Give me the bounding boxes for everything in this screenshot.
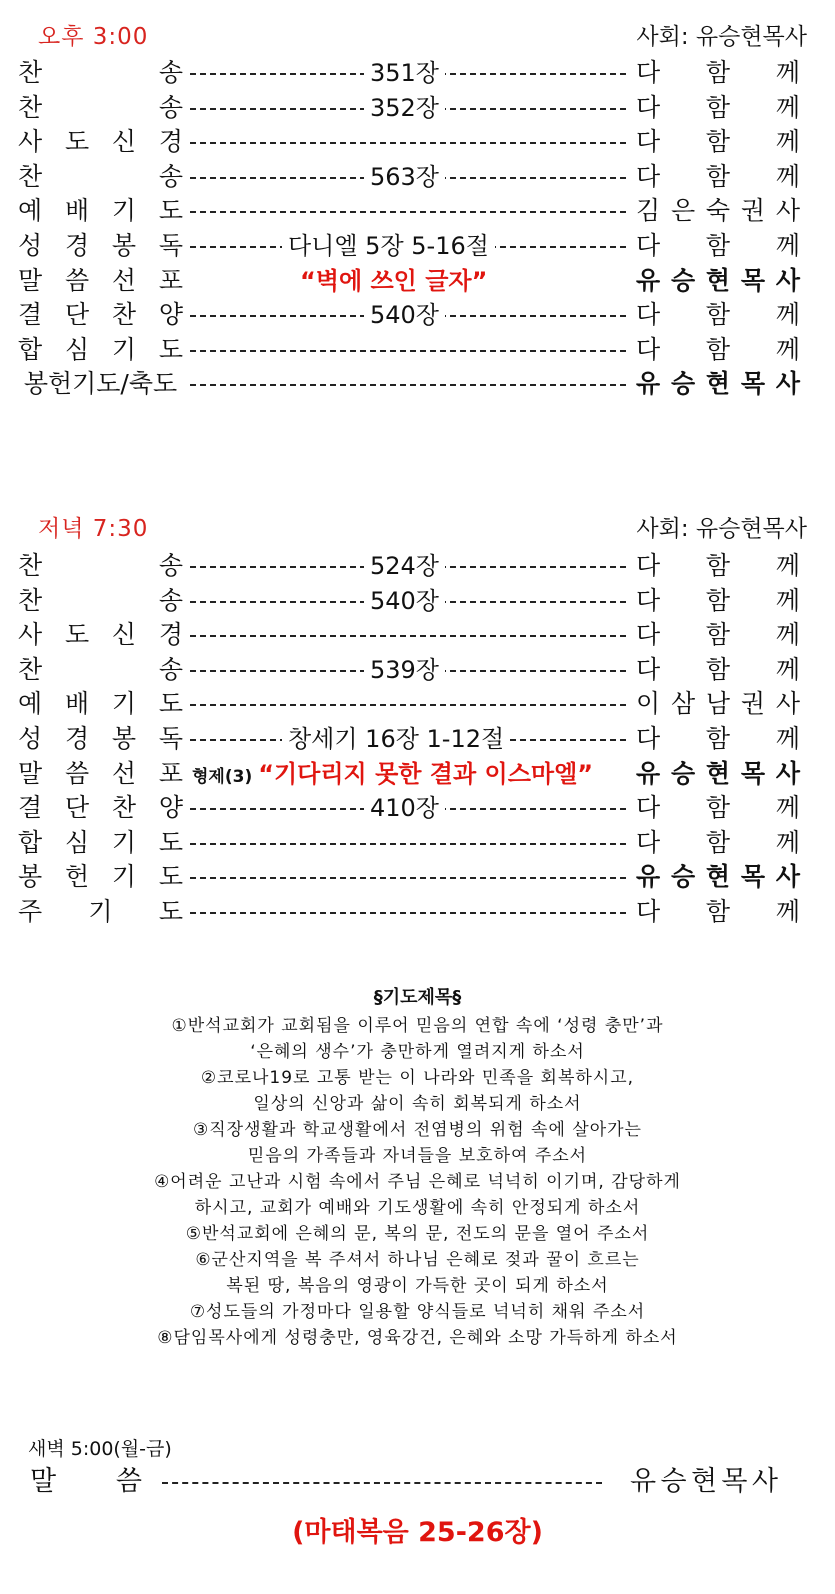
dawn-label-char: 씀 (115, 1466, 142, 1497)
order-response-char: 께 (775, 551, 800, 580)
order-response-char: 다 (636, 334, 661, 364)
order-response (636, 618, 800, 652)
order-response-char: 다 (636, 897, 661, 926)
order-label-char: 송 (158, 58, 183, 87)
dawn-label (30, 1462, 142, 1502)
order-row (0, 367, 835, 401)
order-row (0, 91, 835, 125)
order-label-char: 헌 (64, 862, 90, 892)
prayer-line: ⑦성도들의 가정마다 일용할 양식들로 넉넉히 채워 주소서 (189, 1302, 646, 1322)
prayer-line: 일상의 신앙과 삶이 속히 회복되게 하소서 (253, 1094, 582, 1114)
order-label (18, 757, 183, 791)
order-label-char: 찬 (18, 161, 43, 191)
order-label (18, 618, 183, 652)
order-label-char: 성 (18, 231, 43, 260)
order-response (636, 757, 800, 791)
order-label-char: 봉헌기도/축도 (23, 369, 178, 399)
order-label-char: 결 (18, 300, 43, 330)
order-response-char: 현 (705, 369, 731, 399)
order-label (18, 895, 183, 929)
order-response-char: 사 (775, 689, 800, 719)
order-response-char: 김 (636, 196, 661, 226)
order-response-char: 은 (670, 196, 696, 226)
order-row (0, 125, 835, 159)
order-label-char: 기 (111, 827, 137, 857)
order-label-char: 경 (64, 724, 90, 753)
order-response (636, 367, 800, 401)
sermon-prefix: 형제(3) (192, 766, 253, 787)
order-response-char: 함 (705, 334, 731, 364)
order-response-char: 권 (740, 196, 766, 226)
order-label-char: 성 (18, 724, 43, 753)
order-response-char: 께 (775, 58, 800, 87)
dawn-scripture: (마태복음 25-26장) (292, 1517, 543, 1548)
order-response-char: 사 (775, 196, 800, 226)
order-response-char: 함 (705, 58, 731, 87)
order-label-char: 신 (111, 127, 137, 157)
order-label-char: 송 (158, 92, 183, 122)
order-detail: 540장 (364, 584, 445, 618)
dash-line (190, 211, 626, 213)
order-label-char: 찬 (18, 92, 43, 122)
dash-line (190, 912, 626, 914)
order-response-char: 께 (775, 724, 800, 753)
order-label (18, 367, 183, 401)
order-response (636, 791, 800, 825)
order-row (0, 757, 835, 791)
dash-line (190, 384, 626, 386)
order-label-char: 경 (158, 620, 183, 650)
order-response-char: 삼 (670, 689, 696, 719)
order-detail: 540장 (364, 298, 445, 332)
order-row (0, 895, 835, 929)
dawn-label-char: 말 (30, 1466, 57, 1497)
order-response-char: 사 (775, 369, 800, 399)
order-response-char: 께 (775, 585, 800, 615)
dash-line (190, 635, 626, 637)
order-response (636, 125, 800, 159)
order-label (18, 160, 183, 194)
order-response-char: 께 (775, 161, 800, 191)
order-response-char: 다 (636, 161, 661, 191)
order-label-char: 결 (18, 793, 43, 823)
order-response-char: 함 (705, 231, 731, 260)
prayer-line: ‘은혜의 생수’가 충만하게 열려지게 하소서 (250, 1042, 585, 1062)
sermon-title (300, 264, 487, 298)
order-row (0, 56, 835, 90)
order-response-char: 다 (636, 58, 661, 87)
order-response-char: 다 (636, 793, 661, 823)
order-response-char: 께 (775, 92, 800, 122)
dawn-response (630, 1462, 778, 1502)
order-label-char: 포 (158, 265, 183, 295)
order-response-char: 께 (775, 231, 800, 260)
order-response (636, 91, 800, 125)
order-label-char: 찬 (111, 300, 137, 330)
order-label (18, 584, 183, 618)
order-response-char: 께 (775, 827, 800, 857)
order-response-char: 다 (636, 92, 661, 122)
order-label-char: 배 (64, 689, 90, 719)
dawn-dash-line (162, 1482, 602, 1484)
order-row (0, 584, 835, 618)
order-response-char: 함 (705, 827, 731, 857)
order-row (0, 298, 835, 332)
order-detail: 563장 (364, 160, 445, 194)
order-response-char: 권 (740, 689, 766, 719)
order-response (636, 826, 800, 860)
order-label-char: 송 (158, 654, 183, 684)
order-response-char: 숙 (705, 196, 731, 226)
order-response-char: 목 (740, 369, 766, 399)
order-label-char: 씀 (64, 758, 90, 788)
order-response-char: 현 (705, 862, 731, 892)
order-label-char: 선 (111, 758, 137, 788)
order-label (18, 229, 183, 263)
order-label-char: 예 (18, 196, 43, 226)
order-label (18, 687, 183, 721)
order-response-char: 사 (775, 265, 800, 295)
order-response-char: 함 (705, 92, 731, 122)
order-response-char: 께 (775, 300, 800, 330)
order-response-char: 다 (636, 300, 661, 330)
order-label-char: 합 (18, 334, 43, 364)
order-response (636, 722, 800, 756)
order-label-char: 경 (158, 127, 183, 157)
order-row (0, 826, 835, 860)
order-label-char: 봉 (111, 724, 137, 753)
dawn-response-char: 현 (690, 1466, 718, 1497)
prayer-line: 복된 땅, 복음의 영광이 가득한 곳이 되게 하소서 (226, 1276, 609, 1296)
order-label-char: 기 (88, 897, 113, 926)
order-label-char: 도 (158, 689, 183, 719)
order-label-char: 심 (64, 827, 90, 857)
order-response (636, 56, 800, 90)
order-response-char: 다 (636, 127, 661, 157)
evening-time: 저녁 7:30 (38, 516, 149, 542)
sermon-text: “벽에 쓰인 글자” (300, 266, 488, 295)
order-response-char: 사 (775, 862, 800, 892)
order-response-char: 께 (775, 654, 800, 684)
order-response-char: 사 (775, 758, 800, 788)
order-response-char: 다 (636, 585, 661, 615)
order-response-char: 다 (636, 231, 661, 260)
order-label (18, 549, 183, 583)
order-response-char: 현 (705, 265, 731, 295)
dawn-response-char: 승 (660, 1466, 687, 1497)
order-response (636, 895, 800, 929)
order-label-char: 도 (64, 620, 90, 650)
order-response-char: 유 (636, 862, 661, 892)
order-label-char: 찬 (18, 585, 43, 615)
order-response (636, 584, 800, 618)
prayer-line: ③직장생활과 학교생활에서 전염병의 위험 속에 살아가는 (193, 1120, 642, 1140)
order-response-char: 함 (705, 161, 731, 191)
order-response-char: 다 (636, 620, 661, 650)
order-label (18, 264, 183, 298)
dash-line (190, 704, 626, 706)
order-response-char: 함 (705, 127, 731, 157)
order-response-char: 함 (705, 551, 731, 580)
order-label (18, 860, 183, 894)
order-label-char: 경 (64, 231, 90, 260)
prayer-line: ⑤반석교회에 은혜의 문, 복의 문, 전도의 문을 열어 주소서 (185, 1224, 650, 1244)
order-label-char: 찬 (18, 551, 43, 580)
order-detail: 410장 (364, 791, 445, 825)
dawn-response-char: 목 (721, 1466, 748, 1497)
order-row (0, 860, 835, 894)
order-label-char: 양 (158, 300, 183, 330)
afternoon-time: 오후 3:00 (38, 24, 149, 50)
order-response (636, 687, 800, 721)
dash-line (190, 142, 626, 144)
order-label (18, 56, 183, 90)
order-label-char: 도 (158, 334, 183, 364)
order-label (18, 125, 183, 159)
order-label-char: 합 (18, 827, 43, 857)
order-response-char: 승 (670, 758, 696, 788)
order-response-char: 함 (705, 654, 731, 684)
order-label-char: 말 (18, 758, 43, 788)
prayer-line: ②코로나19로 고통 받는 이 나라와 민족을 회복하시고, (200, 1068, 635, 1088)
order-label-char: 씀 (64, 265, 90, 295)
order-label-char: 단 (64, 793, 90, 823)
order-row (0, 160, 835, 194)
order-label-char: 봉 (18, 862, 43, 892)
order-row (0, 618, 835, 652)
order-label-char: 말 (18, 265, 43, 295)
dawn-time: 새벽 5:00(월-금) (28, 1438, 172, 1460)
prayer-line: ⑧담임목사에게 성령충만, 영육강건, 은혜와 소망 가득하게 하소서 (157, 1328, 678, 1348)
prayer-title: §기도제목§ (373, 987, 462, 1008)
order-label-char: 양 (158, 793, 183, 823)
order-label-char: 도 (158, 827, 183, 857)
order-response-char: 목 (740, 862, 766, 892)
order-response (636, 653, 800, 687)
order-response-char: 승 (670, 862, 696, 892)
order-label-char: 예 (18, 689, 43, 719)
order-response-char: 승 (670, 369, 696, 399)
prayer-line: 하시고, 교회가 예배와 기도생활에 속히 안정되게 하소서 (194, 1198, 641, 1218)
order-response-char: 다 (636, 551, 661, 580)
order-label-char: 찬 (18, 58, 43, 87)
order-detail: 352장 (364, 91, 445, 125)
evening-host: 사회: 유승현목사 (636, 516, 807, 542)
order-response-char: 함 (705, 300, 731, 330)
order-label (18, 791, 183, 825)
order-response (636, 229, 800, 263)
order-response-char: 께 (775, 793, 800, 823)
order-label-char: 도 (158, 897, 183, 926)
order-label-char: 선 (111, 265, 137, 295)
dawn-row (0, 1462, 835, 1502)
order-response (636, 298, 800, 332)
prayer-list (60, 1013, 775, 1351)
order-response (636, 333, 800, 367)
order-label-char: 배 (64, 196, 90, 226)
order-label-char: 독 (158, 231, 183, 260)
order-detail: 351장 (364, 56, 445, 90)
order-response-char: 승 (670, 265, 696, 295)
order-response-char: 유 (636, 758, 661, 788)
order-detail: 다니엘 5장 5-16절 (282, 229, 495, 263)
order-response-char: 다 (636, 654, 661, 684)
prayer-line: ④어려운 고난과 시험 속에서 주님 은혜로 넉넉히 이기며, 감당하게 (154, 1172, 681, 1192)
order-label (18, 653, 183, 687)
order-response-char: 함 (705, 620, 731, 650)
order-label-char: 도 (158, 196, 183, 226)
prayer-line: ⑥군산지역을 복 주셔서 하나님 은혜로 젖과 꿀이 흐르는 (195, 1250, 640, 1270)
order-response-char: 께 (775, 127, 800, 157)
order-row (0, 653, 835, 687)
dash-line (190, 350, 626, 352)
dash-line (190, 877, 626, 879)
order-label (18, 91, 183, 125)
order-label-char: 봉 (111, 231, 137, 260)
order-row (0, 549, 835, 583)
dawn-response-char: 유 (630, 1466, 657, 1497)
order-label-char: 송 (158, 551, 183, 580)
order-row (0, 687, 835, 721)
order-response-char: 유 (636, 369, 661, 399)
order-label-char: 기 (111, 689, 137, 719)
order-row (0, 194, 835, 228)
order-label-char: 단 (64, 300, 90, 330)
order-label-char: 주 (18, 897, 43, 926)
order-label (18, 826, 183, 860)
order-row (0, 229, 835, 263)
order-label-char: 심 (64, 334, 90, 364)
order-label-char: 송 (158, 161, 183, 191)
order-label-char: 찬 (18, 654, 43, 684)
order-response (636, 549, 800, 583)
order-label-char: 기 (111, 196, 137, 226)
order-detail: 창세기 16장 1-12절 (282, 722, 510, 756)
order-row (0, 722, 835, 756)
order-response-char: 께 (775, 897, 800, 926)
order-detail: 539장 (364, 653, 445, 687)
afternoon-host: 사회: 유승현목사 (636, 24, 807, 50)
order-response (636, 194, 800, 228)
evening-header (0, 510, 835, 546)
prayer-line: ①반석교회가 교회됨을 이루어 믿음의 연합 속에 ‘성령 충만’과 (171, 1016, 664, 1036)
sermon-title (192, 757, 593, 794)
order-response-char: 유 (636, 265, 661, 295)
order-response-char: 께 (775, 334, 800, 364)
order-response (636, 160, 800, 194)
afternoon-header (0, 18, 835, 54)
order-response-char: 께 (775, 620, 800, 650)
order-row (0, 791, 835, 825)
order-response (636, 860, 800, 894)
order-response-char: 함 (705, 793, 731, 823)
order-response-char: 목 (740, 265, 766, 295)
order-label-char: 찬 (111, 793, 137, 823)
dash-line (190, 843, 626, 845)
order-label-char: 사 (18, 620, 43, 650)
order-response-char: 함 (705, 724, 731, 753)
order-response-char: 현 (705, 758, 731, 788)
order-detail: 524장 (364, 549, 445, 583)
order-label-char: 도 (158, 862, 183, 892)
order-label-char: 신 (111, 620, 137, 650)
order-row (0, 264, 835, 298)
prayer-line: 믿음의 가족들과 자녀들을 보호하여 주소서 (247, 1146, 588, 1166)
order-label-char: 도 (64, 127, 90, 157)
order-label-char: 기 (111, 862, 137, 892)
order-label (18, 298, 183, 332)
order-label (18, 722, 183, 756)
order-response (636, 264, 800, 298)
order-response-char: 다 (636, 827, 661, 857)
sermon-text: “기다리지 못한 결과 이스마엘” (258, 759, 594, 788)
order-label-char: 기 (111, 334, 137, 364)
order-label-char: 사 (18, 127, 43, 157)
order-label (18, 333, 183, 367)
order-label-char: 독 (158, 724, 183, 753)
order-response-char: 함 (705, 585, 731, 615)
order-response-char: 다 (636, 724, 661, 753)
dawn-response-char: 사 (751, 1466, 778, 1497)
order-response-char: 이 (636, 689, 661, 719)
order-response-char: 함 (705, 897, 731, 926)
order-label-char: 송 (158, 585, 183, 615)
order-response-char: 목 (740, 758, 766, 788)
order-label (18, 194, 183, 228)
order-row (0, 333, 835, 367)
order-response-char: 남 (705, 689, 731, 719)
order-label-char: 포 (158, 758, 183, 788)
